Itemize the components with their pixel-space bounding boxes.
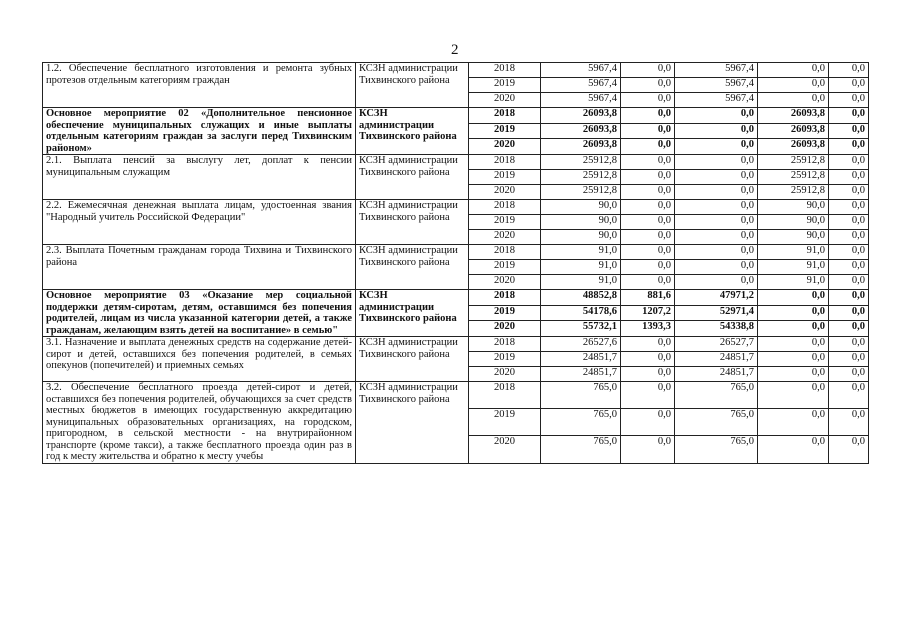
local-budget-cell: 91,0 (758, 275, 829, 290)
year-cell: 2018 (469, 382, 541, 409)
federal-budget-cell: 0,0 (621, 260, 675, 275)
total-amount-cell: 5967,4 (541, 78, 621, 93)
year-cell: 2020 (469, 367, 541, 382)
federal-budget-cell: 1207,2 (621, 305, 675, 321)
total-amount-cell: 26527,6 (541, 337, 621, 352)
year-cell: 2019 (469, 123, 541, 139)
total-amount-cell: 48852,8 (541, 290, 621, 306)
year-cell: 2020 (469, 185, 541, 200)
total-amount-cell: 765,0 (541, 409, 621, 436)
year-cell: 2018 (469, 108, 541, 124)
local-budget-cell: 0,0 (758, 305, 829, 321)
measure-description: 1.2. Обеспечение бесплатного изготовления и ремонта зубных протезов отдельным категориям граждан (43, 63, 356, 108)
other-sources-cell: 0,0 (829, 436, 869, 463)
other-sources-cell: 0,0 (829, 245, 869, 260)
total-amount-cell: 26093,8 (541, 123, 621, 139)
federal-budget-cell: 0,0 (621, 352, 675, 367)
other-sources-cell: 0,0 (829, 93, 869, 108)
other-sources-cell: 0,0 (829, 352, 869, 367)
local-budget-cell: 25912,8 (758, 170, 829, 185)
other-sources-cell: 0,0 (829, 123, 869, 139)
federal-budget-cell: 0,0 (621, 108, 675, 124)
year-cell: 2018 (469, 200, 541, 215)
federal-budget-cell: 0,0 (621, 409, 675, 436)
regional-budget-cell: 24851,7 (675, 367, 758, 382)
total-amount-cell: 5967,4 (541, 93, 621, 108)
federal-budget-cell: 0,0 (621, 367, 675, 382)
federal-budget-cell: 0,0 (621, 337, 675, 352)
other-sources-cell: 0,0 (829, 215, 869, 230)
regional-budget-cell: 765,0 (675, 409, 758, 436)
local-budget-cell: 25912,8 (758, 155, 829, 170)
other-sources-cell: 0,0 (829, 321, 869, 337)
regional-budget-cell: 0,0 (675, 185, 758, 200)
regional-budget-cell: 0,0 (675, 275, 758, 290)
federal-budget-cell: 0,0 (621, 170, 675, 185)
measure-description: 2.2. Ежемесячная денежная выплата лицам, удостоенная звания "Народный учитель Российской Федерации" (43, 200, 356, 245)
regional-budget-cell: 0,0 (675, 200, 758, 215)
total-amount-cell: 25912,8 (541, 185, 621, 200)
measure-description: 3.2. Обеспечение бесплатного проезда детей-сирот и детей, оставшихся без попечения родителей, обучающихся за счет средств местных бюджетов в имеющих государственную аккредитацию муниципальных образовательных организациях, на городском, пригородном, в сельской местности - на внутрирайонном транспорте (кроме такси), а также бесплатного проезда один раз в год к месту жительства и обратно к месту учебы (43, 382, 356, 464)
other-sources-cell: 0,0 (829, 337, 869, 352)
local-budget-cell: 0,0 (758, 63, 829, 78)
year-cell: 2019 (469, 260, 541, 275)
local-budget-cell: 90,0 (758, 230, 829, 245)
federal-budget-cell: 0,0 (621, 185, 675, 200)
local-budget-cell: 25912,8 (758, 185, 829, 200)
local-budget-cell: 90,0 (758, 215, 829, 230)
other-sources-cell: 0,0 (829, 78, 869, 93)
regional-budget-cell: 0,0 (675, 155, 758, 170)
local-budget-cell: 0,0 (758, 367, 829, 382)
regional-budget-cell: 47971,2 (675, 290, 758, 306)
other-sources-cell: 0,0 (829, 367, 869, 382)
other-sources-cell: 0,0 (829, 409, 869, 436)
table-row (43, 337, 869, 352)
responsible-organization: КСЗН администрации Тихвинского района (356, 108, 469, 155)
table-row (43, 63, 869, 78)
other-sources-cell: 0,0 (829, 260, 869, 275)
year-cell: 2020 (469, 436, 541, 463)
responsible-organization: КСЗН администрации Тихвинского района (356, 155, 469, 200)
measure-description: 3.1. Назначение и выплата денежных средств на содержание детей-сирот и детей, оставшихся без попечения родителей, в семьях опекунов (попечителей) и приемных семьях (43, 337, 356, 382)
regional-budget-cell: 765,0 (675, 436, 758, 463)
federal-budget-cell: 0,0 (621, 436, 675, 463)
year-cell: 2018 (469, 155, 541, 170)
federal-budget-cell: 0,0 (621, 215, 675, 230)
federal-budget-cell: 0,0 (621, 63, 675, 78)
total-amount-cell: 91,0 (541, 245, 621, 260)
federal-budget-cell: 0,0 (621, 382, 675, 409)
responsible-organization: КСЗН администрации Тихвинского района (356, 337, 469, 382)
year-cell: 2020 (469, 230, 541, 245)
other-sources-cell: 0,0 (829, 290, 869, 306)
year-cell: 2019 (469, 215, 541, 230)
measure-description: Основное мероприятие 02 «Дополнительное пенсионное обеспечение муниципальных служащих и иные выплаты отдельным категориям граждан за заслуги перед Тихвинским районом» (43, 108, 356, 155)
responsible-organization: КСЗН администрации Тихвинского района (356, 290, 469, 337)
other-sources-cell: 0,0 (829, 382, 869, 409)
regional-budget-cell: 0,0 (675, 123, 758, 139)
local-budget-cell: 26093,8 (758, 108, 829, 124)
federal-budget-cell: 0,0 (621, 139, 675, 155)
regional-budget-cell: 26527,7 (675, 337, 758, 352)
federal-budget-cell: 1393,3 (621, 321, 675, 337)
table-body (43, 63, 869, 464)
responsible-organization: КСЗН администрации Тихвинского района (356, 63, 469, 108)
local-budget-cell: 91,0 (758, 260, 829, 275)
responsible-organization: КСЗН администрации Тихвинского района (356, 245, 469, 290)
total-amount-cell: 91,0 (541, 260, 621, 275)
year-cell: 2020 (469, 321, 541, 337)
total-amount-cell: 765,0 (541, 436, 621, 463)
regional-budget-cell: 0,0 (675, 230, 758, 245)
year-cell: 2018 (469, 337, 541, 352)
local-budget-cell: 0,0 (758, 382, 829, 409)
regional-budget-cell: 5967,4 (675, 63, 758, 78)
total-amount-cell: 91,0 (541, 275, 621, 290)
other-sources-cell: 0,0 (829, 108, 869, 124)
table-row (43, 200, 869, 215)
measure-description: 2.3. Выплата Почетным гражданам города Тихвина и Тихвинского района (43, 245, 356, 290)
total-amount-cell: 90,0 (541, 230, 621, 245)
federal-budget-cell: 0,0 (621, 155, 675, 170)
total-amount-cell: 24851,7 (541, 367, 621, 382)
regional-budget-cell: 5967,4 (675, 78, 758, 93)
year-cell: 2019 (469, 305, 541, 321)
total-amount-cell: 24851,7 (541, 352, 621, 367)
total-amount-cell: 26093,8 (541, 139, 621, 155)
year-cell: 2020 (469, 93, 541, 108)
regional-budget-cell: 0,0 (675, 260, 758, 275)
other-sources-cell: 0,0 (829, 200, 869, 215)
other-sources-cell: 0,0 (829, 185, 869, 200)
regional-budget-cell: 0,0 (675, 108, 758, 124)
local-budget-cell: 0,0 (758, 321, 829, 337)
local-budget-cell: 0,0 (758, 409, 829, 436)
federal-budget-cell: 0,0 (621, 230, 675, 245)
regional-budget-cell: 0,0 (675, 139, 758, 155)
federal-budget-cell: 0,0 (621, 275, 675, 290)
local-budget-cell: 0,0 (758, 93, 829, 108)
year-cell: 2020 (469, 275, 541, 290)
regional-budget-cell: 52971,4 (675, 305, 758, 321)
local-budget-cell: 26093,8 (758, 139, 829, 155)
total-amount-cell: 54178,6 (541, 305, 621, 321)
table-row (43, 155, 869, 170)
year-cell: 2019 (469, 78, 541, 93)
local-budget-cell: 26093,8 (758, 123, 829, 139)
table-row (43, 245, 869, 260)
year-cell: 2020 (469, 139, 541, 155)
responsible-organization: КСЗН администрации Тихвинского района (356, 382, 469, 464)
total-amount-cell: 765,0 (541, 382, 621, 409)
other-sources-cell: 0,0 (829, 305, 869, 321)
regional-budget-cell: 24851,7 (675, 352, 758, 367)
regional-budget-cell: 0,0 (675, 215, 758, 230)
year-cell: 2019 (469, 409, 541, 436)
local-budget-cell: 91,0 (758, 245, 829, 260)
year-cell: 2018 (469, 245, 541, 260)
federal-budget-cell: 0,0 (621, 200, 675, 215)
year-cell: 2019 (469, 352, 541, 367)
year-cell: 2018 (469, 290, 541, 306)
total-amount-cell: 55732,1 (541, 321, 621, 337)
responsible-organization: КСЗН администрации Тихвинского района (356, 200, 469, 245)
total-amount-cell: 25912,8 (541, 155, 621, 170)
page-number: 2 (451, 42, 459, 58)
budget-table (42, 62, 869, 464)
total-amount-cell: 5967,4 (541, 63, 621, 78)
federal-budget-cell: 0,0 (621, 123, 675, 139)
local-budget-cell: 0,0 (758, 337, 829, 352)
federal-budget-cell: 0,0 (621, 78, 675, 93)
federal-budget-cell: 0,0 (621, 245, 675, 260)
other-sources-cell: 0,0 (829, 275, 869, 290)
other-sources-cell: 0,0 (829, 139, 869, 155)
local-budget-cell: 0,0 (758, 78, 829, 93)
regional-budget-cell: 0,0 (675, 170, 758, 185)
local-budget-cell: 0,0 (758, 290, 829, 306)
other-sources-cell: 0,0 (829, 230, 869, 245)
regional-budget-cell: 0,0 (675, 245, 758, 260)
regional-budget-cell: 5967,4 (675, 93, 758, 108)
local-budget-cell: 0,0 (758, 436, 829, 463)
local-budget-cell: 90,0 (758, 200, 829, 215)
other-sources-cell: 0,0 (829, 170, 869, 185)
table-row (43, 290, 869, 306)
local-budget-cell: 0,0 (758, 352, 829, 367)
total-amount-cell: 90,0 (541, 215, 621, 230)
federal-budget-cell: 881,6 (621, 290, 675, 306)
other-sources-cell: 0,0 (829, 63, 869, 78)
year-cell: 2018 (469, 63, 541, 78)
total-amount-cell: 26093,8 (541, 108, 621, 124)
total-amount-cell: 25912,8 (541, 170, 621, 185)
regional-budget-cell: 765,0 (675, 382, 758, 409)
other-sources-cell: 0,0 (829, 155, 869, 170)
table-row (43, 108, 869, 124)
year-cell: 2019 (469, 170, 541, 185)
regional-budget-cell: 54338,8 (675, 321, 758, 337)
measure-description: Основное мероприятие 03 «Оказание мер социальной поддержки детям-сиротам, детям, оставшимся без попечения родителей, лицам из числа указанной категории детей, а также гражданам, желающим взять детей на воспитание» в семью" (43, 290, 356, 337)
federal-budget-cell: 0,0 (621, 93, 675, 108)
measure-description: 2.1. Выплата пенсий за выслугу лет, доплат к пенсии муниципальным служащим (43, 155, 356, 200)
total-amount-cell: 90,0 (541, 200, 621, 215)
table-row (43, 382, 869, 409)
